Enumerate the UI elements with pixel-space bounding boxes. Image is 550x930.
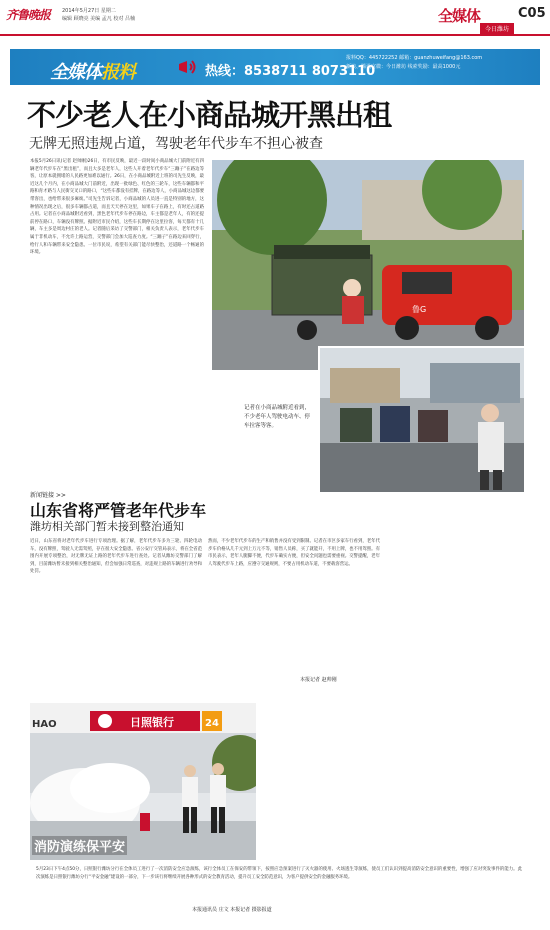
issue-editors: 编辑 顾晓亮 美编 孟凡 校对 吕楠 xyxy=(62,16,135,22)
page-number: C05 xyxy=(518,6,546,21)
fire-drill-byline: 本报通讯员 庄文 本报记者 摄影报道 xyxy=(192,907,272,913)
fire-drill-title: 消防演练保平安 xyxy=(32,836,127,855)
street-scene-illustration xyxy=(212,160,524,370)
hotline-number: 热线：8538711 8073110 xyxy=(205,64,376,79)
contact-line-2: 新浪、腾讯官微：今日潍坊 线索奖励：最高1000元 xyxy=(346,64,461,70)
contact-line-1: 报料QQ：445722252 邮箱：guanzhuweifang@163.com xyxy=(346,55,483,61)
banner-title-main: 全媒体 xyxy=(50,62,101,83)
news-photo-street xyxy=(212,160,524,370)
banner-title-accent: 报料 xyxy=(101,62,135,83)
parking-scene-illustration xyxy=(320,348,524,492)
main-subhead: 无牌无照违规占道，驾驶老年代步车不担心被查 xyxy=(29,136,323,152)
issue-line xyxy=(62,7,362,23)
related-subhead: 潍坊相关部门暂未接到整治通知 xyxy=(30,520,184,533)
fire-drill-body: 5月23日下午4点50分，日照银行潍坊分行在全体员工进行了一次消防安全应急演练，该行全体员工在保安的带领下，按照应急预案进行了灭火器的使用、火场逃生等演练，使员工们认识到提高消防安全意识的重要性，增强了应对突发事件的能力。此次演练是日照银行潍坊分行“平安金融”建设的一部分，下一步该行将继续开展各种形式的安全教育活动，提升员工安全防范意识，为客户提供安全的金融服务环境。 xyxy=(36,867,522,880)
masthead-logo: 齐鲁晚报 xyxy=(6,8,51,22)
related-headline: 山东省将严管老年代步车 xyxy=(30,501,207,520)
section-title: 全媒体 xyxy=(438,7,481,25)
bank-sign: 日照银行 xyxy=(130,716,174,729)
top-divider xyxy=(0,34,550,36)
issue-date: 2014年5月27日 星期二 xyxy=(62,8,116,14)
related-body-right: 然而，不少老年代步车的生产和销售并没有受到限制。记者在市区多家车行看到，老年代步车价格从几千元到上万元不等，销售人员称，买了就能开，不用上牌，也不用驾照。有市民表示，老年人腿脚不便，代步车确实方便，但安全问题也需要重视。交警提醒，老年人驾驶代步车上路，应遵守交通规则，不要占用机动车道，不要载客营运。 xyxy=(208,539,380,567)
related-byline: 本报记者 赵帅刚 xyxy=(300,677,337,683)
related-body-left: 近日，山东省将对老年代步车进行专项治理。据了解，老年代步车多为三轮、四轮电动车，没有牌照，驾驶人无需驾照，存在很大安全隐患。省公安厅交管局表示，将在全省范围内开展专项整治，对无牌无证上路的老年代步车进行查处。记者从潍坊交警部门了解到，目前潍坊暂未接到相关整治通知，但会加强日常巡查，对违规上路的车辆进行劝导和处罚。 xyxy=(30,539,202,575)
plate-text: 鲁G xyxy=(412,305,427,314)
contact-info xyxy=(346,54,536,72)
section-subtitle: 今日潍坊 xyxy=(480,23,514,34)
sign-number: 24 xyxy=(205,718,219,729)
main-story-body: 本报5月26日讯(记者 赵帅刚)26日，有市民反映，最近一段时间小商品城大门前附近有四辆老年代步车在“黑出租”，而且大多是老年人，这些人开着老年代步车“三蹦子”在路边等客，让原本就拥堵的人民路更加难以通行。26日，在小商品城附近上班的司先生反映，最近这几个月内，在小商品城大门前附近，出现一批绿色、红色的三轮车，这些车辆都和平路和育才路与人民街交叉口的路口，“这些车都没有挂牌，在路边等人，小商品城这边都要带客出，也给带来很多麻烦。”司先生告诉记者，小商品城的人员进一直是特别的地方，这种情况出现之后，很多车辆都占道，而且天天停在这里，如果车子在路上，有时还占道路占用。记者在小商品城附近看到，黑色老年代步车停在路边，车主都是老年人，有的还提前停在路口，车辆没有牌照。据附近市民介绍，这些车长期停在这里拉客，每天都有十几辆，车主多是周边村庄的老人。记者随后采访了交警部门，相关负责人表示，老年代步车属于非机动车，不允许上路运营，交警部门会加大巡查力度。“三蹦子”在路边来回穿行，给行人和车辆带来安全隐患。一位市民说，希望有关部门能尽快整治，还道路一个畅通的环境。 xyxy=(30,159,204,256)
megaphone-icon xyxy=(176,55,200,79)
hao-sign: HAO xyxy=(32,719,57,730)
photo-caption: 记者在小商品城附近看到，不少老年人驾驶电动车、停车拉客等客。 xyxy=(244,405,311,429)
news-photo-parking xyxy=(318,346,526,494)
related-news-tag: 新闻链接 >> xyxy=(30,492,66,499)
banner-title xyxy=(50,58,135,84)
main-headline: 不少老人在小商品城开黑出租 xyxy=(27,98,392,132)
